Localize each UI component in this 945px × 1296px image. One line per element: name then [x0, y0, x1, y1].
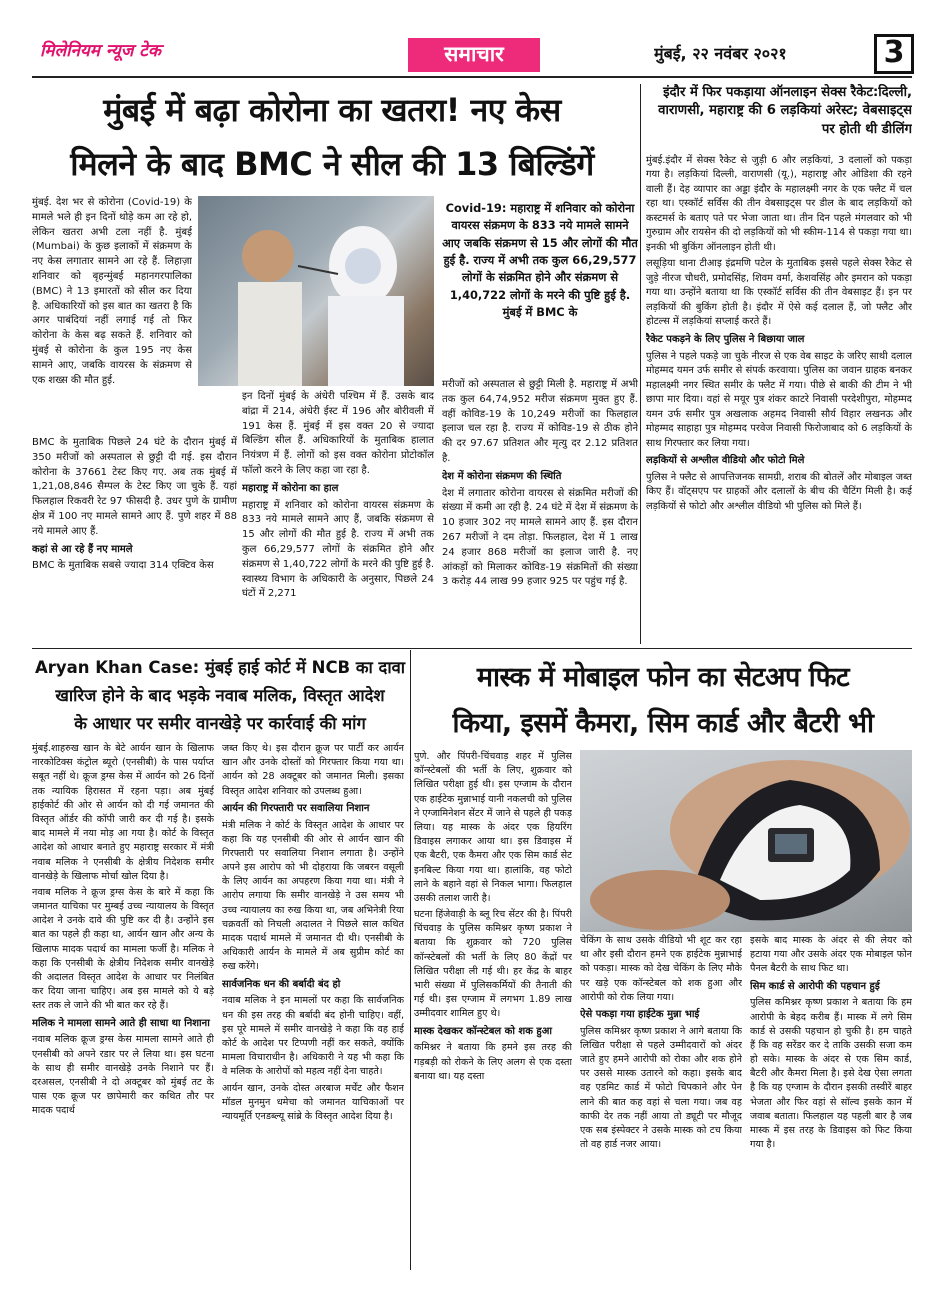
- corona-pull-quote: Covid-19: महाराष्ट्र में शनिवार को कोरोना वायरस संक्रमण के 833 नये मामले सामने आए जबकि संक्रमण से 15 और लोगों की मौत हुई है. राज्य में अभी तक कुल 66,29,577 लोगों के संक्रमित होने और संक्रमण से 1,40,722 लोगों के मरने की पुष्टि हुई है. मुंबई में BMC के: [442, 201, 638, 319]
- indore-subhead2: लड़कियों से अश्लील वीडियो और फोटो मिले: [646, 455, 805, 466]
- mask-col2: [580, 934, 742, 1270]
- aryan-col1-subhead: मलिक ने मामला सामने आते ही साधा था निशाना: [32, 1017, 210, 1029]
- aryan-col2-subhead2: सार्वजनिक धन की बर्बादी बंद हो: [222, 978, 341, 990]
- mask-col1-para2: घटना हिंजेवाड़ी के ब्लू रिच सेंटर की है। पिंपरी चिंचवाड़ के पुलिस कमिश्नर कृष्ण प्रकाश ने बताया कि शुक्रवार को 720 पुलिस कॉन्स्टेबलों की भर्ती के लिए 80 केंद्रों पर लिखित परीक्षा ली गई थी। हर केंद्र के बाहर भारी संख्या में पुलिसकर्मियों की तैनाती की गई थी। इस एग्जाम में लगभग 1.89 लाख उम्मीदवार शामिल हुए थे।: [414, 909, 572, 1020]
- aryan-col1-para3: नवाब मलिक क्रूज ड्रग्स केस मामला सामने आते ही एनसीबी को अपने रडार पर ले लिया था। इस घटना के साथ ही समीर वानखेड़े उनके निशाने पर हैं। दरअसल, एनसीबी ने दो अक्टूबर को मुंबई तट के पास एक क्रूज पर छापेमारी कर कथित तौर पर मादक पदार्थ: [32, 1034, 214, 1117]
- corona-col1-para1: मुंबई. देश भर से कोरोना (Covid-19) के मामले भले ही इन दिनों थोड़े कम आ रहे हो, लेकिन खतरा अभी टला नहीं है. मुंबई (Mumbai) के कुछ इलाकों में संक्रमण के नए केस लगातार सामने आ रहे हैं. लिहाज़ा शनिवार को बृहन्मुंबई महानगरपालिका (BMC) ने 13 इमारतों को सील कर दिया है. अधिकारियों को इस बात का खतरा है कि अगर पाबंदियां नहीं लगाई गई तो फिर कोरोना के केस बढ़ सकते हैं. शनिवार को मुंबई से कोरोना के कुल 195 नए केस सामने आए, जबकि वायरस के संक्रमण से एक शख्स की मौत हुई.: [32, 197, 192, 386]
- indore-para4: पुलिस ने फ्लैट से आपत्तिजनक सामग्री, शराब की बोतलें और मोबाइल जब्त किए हैं। वॉट्सएप पर ग्राहकों और दलालों के बीच की चैटिंग मिली है। कई लड़कियों से फोटो और अश्लील वीडियो भी पुलिस को मिले हैं।: [646, 471, 912, 512]
- indore-headline: इंदौर में फिर पकड़ाया ऑनलाइन सेक्स रैकेट:दिल्ली, वाराणसी, महाराष्ट्र की 6 लड़कियां अरेस्ट; वेबसाइट्स पर होती थी डीलिंग: [658, 85, 912, 137]
- indore-para1: मुंबई.इंदौर में सेक्स रैकेट से जुड़ी 6 और लड़कियां, 3 दलालों को पकड़ा गया है। लड़कियां दिल्ली, वाराणसी (यू.), महाराष्ट्र और ओडिशा की रहने वाली हैं। देह व्यापार का अड्डा इंदौर के महालक्ष्मी नगर के एक फ्लैट में चल रहा था। एस्कॉर्ट सर्विस की तीन वेबसाइट्स पर डील के बाद लड़कियों को कस्टमर्स के बताए पते पर भेजा जाता था। तीन दिन पहले मंगलवार को भी गुरुग्राम और रायसेन की दो लड़कियों को भी स्कीम-114 से पकड़ा गया था। इनकी भी बुकिंग ऑनलाइन होती थी।: [646, 155, 912, 253]
- aryan-col2-subhead1: आर्यन की गिरफ्तारी पर सवालिया निशान: [222, 802, 370, 814]
- corona-col1-bottom: [32, 436, 237, 644]
- indore-para3: पुलिस ने पहले पकड़े जा चुके नीरज से एक वेब साइट के जरिए साथी दलाल मोहम्मद यमन उर्फ समीर से संपर्क करवाया। पुलिस का जवान ग्राहक बनकर महालक्ष्मी नगर स्थित समीर के फ्लैट में गया। पीछे से बाकी की टीम ने भी छापा मार दिया। वहां से मयूर पुत्र शंकर काटरे निवासी परदेशीपुरा, मोहम्मद यमन उर्फ समीर पुत्र अखलाक अहमद निवासी सौर्य विहार लखनऊ और मोहम्मद साहाहा पुत्र मोहम्मद परवेज निवासी फिरोजाबाद को 6 लड़कियों के साथ गिरफ्तार कर लिया गया।: [646, 350, 912, 449]
- aryan-col1: [32, 742, 214, 1272]
- mask-headline-line1: मास्क में मोबाइल फोन का सेटअप फिट: [476, 662, 850, 693]
- corona-col1-para3: BMC के मुताबिक सबसे ज्यादा 314 एक्टिव केस: [32, 560, 214, 572]
- corona-col3-para1: मरीजों को अस्पताल से छुट्टी मिली है. महाराष्ट्र में अभी तक कुल 64,74,952 मरीज संक्रमण मुक्त हुए हैं. वहीं कोविड-19 के 10,249 मरीजों का फिलहाल इलाज चल रहा है. राज्य में कोविड-19 से ठीक होने की दर 97.67 प्रतिशत और मृत्यु दर 2.12 प्रतिशत है.: [442, 379, 638, 464]
- aryan-headline-line1: Aryan Khan Case: मुंबई हाई कोर्ट में NCB का दावा: [34, 658, 406, 677]
- mask-device-photo: [580, 750, 912, 932]
- corona-col3-para2: देश में लगातार कोरोना वायरस से संक्रमित मरीजों की संख्या में कमी आ रही है. 24 घंटे में देश में संक्रमण के 10 हजार 302 नए मामले सामने आए हैं. इस दौरान 267 मरीजों ने दम तोड़ा. फिलहाल, देश में 1 लाख 24 हजार 868 मरीजों का इलाज जारी है. नए आंकड़ों को मिलाकर कोविड-19 संक्रमितों की संख्या 3 करोड़ 44 लाख 99 हजार 925 पर पहुंच गई है.: [442, 487, 638, 588]
- corona-col1-para2: BMC के मुताबिक पिछले 24 घंटे के दौरान मुंबई में 350 मरीजों को अस्पताल से छुट्टी दी गई. इस दौरान कोरोना के 37661 टेस्ट किए गए. अब तक मुंबई में 1,21,08,846 सैम्पल के टेस्ट किए जा चुके हैं. यहां फिलहाल रिकवरी रेट 97 फीसदी है. उधर पुणे के ग्रामीण क्षेत्र में 100 नए मामले सामने आए हैं. पुणे शहर में 88 नये मामले आए हैं.: [32, 437, 237, 537]
- mask-col2-subhead: ऐसे पकड़ा गया हाईटेक मुन्ना भाई: [580, 1008, 700, 1020]
- indore-subhead1: रैकेट पकड़ने के लिए पुलिस ने बिछाया जाल: [646, 333, 805, 345]
- masthead: [0, 0, 945, 80]
- vertical-divider-bottom: [410, 650, 411, 1270]
- corona-headline-line2: मिलने के बाद BMC ने सील की 13 बिल्डिंगें: [70, 145, 594, 183]
- mask-col1-para1: पुणे. और पिंपरी-चिंचवाड़ शहर में पुलिस कॉन्स्टेबलों की भर्ती के लिए, शुक्रवार को लिखित परीक्षा हुई थी। इस एग्जाम के दौरान एक हाईटेक मुन्नाभाई यानी नकलची को पुलिस ने एग्जामिनेशन सेंटर में जाने से पहले ही पकड़ लिया। यह मास्क के अंदर एक हियरिंग डिवाइस लगाकर आया था। इस डिवाइस में एक बैटरी, एक कैमरा और एक सिम कार्ड सेट इनबिल्ट किया गया था। हालांकि, वह फोटो लाने के बहाने वहां से निकल भागा। फिलहाल उसकी तलाश जारी है।: [414, 751, 572, 904]
- corona-col2-para2: महाराष्ट्र में शनिवार को कोरोना वायरस संक्रमण के 833 नये मामले सामने आए हैं, जबकि संक्रमण से 15 और लोगों की मौत हुई है. राज्य में अभी तक कुल 66,29,577 लोगों के संक्रमित होने और संक्रमण से 1,40,722 लोगों के मरने की पुष्टि हुई है. स्वास्थ्य विभाग के अधिकारी के अनुसार, पिछले 24 घंटों में 2,271: [242, 499, 434, 600]
- mask-col1-para3: कमिश्नर ने बताया कि हमने इस तरह की गड़बड़ी को रोकने के लिए अलग से एक दस्ता बनाया था। यह दस्ता: [414, 1042, 572, 1082]
- testing-illustration: [198, 196, 434, 386]
- paper-name: मिलेनियम न्यूज टेक: [40, 41, 161, 61]
- indore-para2: लसूड़िया थाना टीआइ इंद्रमणि पटेल के मुताबिक इससे पहले सेक्स रैकेट से जुड़े नीरज चौधरी, प्रमोदसिंह, शिवम वर्मा, केशवसिंह और इमरान को पकड़ा गया था। उन्होंने बताया था कि एस्कॉर्ट सर्विस की तीन वेबसाइट हैं। इन पर लड़कियों की बुकिंग होती है। इंदौर में ऐसे कई दलाल हैं, जो फ्लैट और होटल्स में लड़कियां सप्लाई करते हैं।: [646, 258, 912, 328]
- mask-illustration: [580, 750, 912, 932]
- corona-test-photo: [198, 196, 434, 386]
- corona-col1-top: [32, 196, 192, 450]
- corona-col2: [242, 390, 434, 644]
- corona-col3-subhead: देश में कोरोना संक्रमण की स्थिति: [442, 470, 562, 482]
- mask-col1: [414, 750, 572, 1270]
- mask-col3: [750, 934, 912, 1270]
- aryan-col2-para4: आर्यन खान, उनके दोस्त अरबाज मर्चेंट और फैशन मॉडल मुनमुन धमेचा को जमानत याचिकाओं पर न्यायमूर्ति एनडब्ल्यू सांब्रे के विस्तृत आदेश दिया है।: [222, 1082, 404, 1122]
- indore-body: [646, 154, 912, 644]
- horizontal-divider-middle: [32, 648, 912, 649]
- section-label: समाचार: [444, 42, 504, 66]
- mask-col1-subhead: मास्क देखकर कॉन्स्टेबल को शक हुआ: [414, 1025, 552, 1037]
- aryan-col2: [222, 742, 404, 1272]
- aryan-col2-para3: नवाब मलिक ने इन मामलों पर कहा कि सार्वजनिक धन की इस तरह की बर्बादी बंद होनी चाहिए। वहीं, इस पूरे मामले में समीर वानखेड़े ने कहा कि वह हाई कोर्ट के आदेश पर टिप्पणी नहीं कर सकते, क्योंकि मामला विचाराधीन है। अधिकारी ने यह भी कहा कि वे मलिक के आरोपों को महत्व नहीं देना चाहते।: [222, 995, 404, 1078]
- mask-headline-line2: किया, इसमें कैमरा, सिम कार्ड और बैटरी भी: [452, 708, 874, 739]
- mask-col3-para1: इसके बाद मास्क के अंदर से की लेयर को हटाया गया और उसके अंदर एक मोबाइल फोन पैनल बैटरी के साथ फिट था।: [750, 935, 912, 975]
- mask-col3-subhead: सिम कार्ड से आरोपी की पहचान हुई: [750, 980, 880, 992]
- aryan-col2-para2: मंत्री मलिक ने कोर्ट के विस्तृत आदेश के आधार पर कहा कि यह एनसीबी की ओर से आर्यन खान की गिरफ्तारी पर सवालिया निशान लगाता है। उन्होंने अपने इस आरोप को भी दोहराया कि जबरन वसूली के लिए आर्यन का अपहरण किया गया था। मंत्री ने आरोप लगाया कि समीर वानखेड़े ने उस समय भी उच्च न्यायालय का रुख किया था, जब अभिनेत्री रिया चक्रवर्ती को निचली अदालत ने पिछले साल कथित मादक पदार्थ मामले में जमानत दी थी। एनसीबी के अधिकारी आर्यन के मामले में अब सुप्रीम कोर्ट का रुख करेंगे।: [222, 819, 404, 973]
- masthead-divider: [32, 76, 912, 78]
- issue-date: मुंबई, २२ नवंबर २०२१: [654, 44, 787, 63]
- mask-col2-para2: पुलिस कमिश्नर कृष्ण प्रकाश ने आगे बताया कि लिखित परीक्षा से पहले उम्मीदवारों को अंदर जाते हुए हमने आरोपी को रोका और शक होने पर उससे मास्क उतारने को कहा। इसके बाद वह एडमिट कार्ड में फोटो चिपकाने और पेन लाने की बात कह वहां से चला गया। जब वह काफी देर तक नहीं आया तो ड्यूटी पर मौजूद एक सब इंस्पेक्टर ने उसके मास्क को टच किया तो वह हार्ड नजर आया।: [580, 1025, 742, 1151]
- mask-col2-para1: चेकिंग के साथ उसके वीडियो भी शूट कर रहा था और इसी दौरान हमने एक हाईटेक मुन्नाभाई को पकड़ा। मास्क को देख चेकिंग के लिए मौके पर खड़े एक कॉन्स्टेबल को शक हुआ और आरोपी को रोक लिया गया।: [580, 935, 742, 1003]
- corona-col2-subhead: महाराष्ट्र में कोरोना का हाल: [242, 482, 339, 494]
- corona-col3: [442, 378, 638, 644]
- vertical-divider-top: [640, 84, 641, 644]
- aryan-headline-line3: के आधार पर समीर वानखेड़े पर कार्रवाई की मांग: [74, 714, 366, 733]
- corona-col2-para1: इन दिनों मुंबई के अंधेरी पश्चिम में हैं. उसके बाद बांद्रा में 214, अंधेरी ईस्ट में 196 और बोरीवली में 191 केस हैं. मुंबई में इस वक्त 20 से ज्यादा बिल्डिंग सील हैं. अधिकारियों के मुताबिक हालात नियंत्रण में हैं. लोगों को इस वक्त कोरोना प्रोटोकॉल फॉलो करने के लिए कहा जा रहा है.: [242, 391, 434, 476]
- aryan-headline-line2: खारिज होने के बाद भड़के नवाब मलिक, विस्तृत आदेश: [55, 686, 385, 705]
- corona-col1-subhead: कहां से आ रहे हैं नए मामले: [32, 543, 133, 555]
- mask-col3-para2: पुलिस कमिश्नर कृष्ण प्रकाश ने बताया कि हम आरोपी के बेहद करीब हैं। मास्क में लगे सिम कार्ड से उसकी पहचान हो चुकी है। हम चाहते हैं कि वह सरेंडर कर दे ताकि उसकी सजा कम हो सके। मास्क के अंदर से एक सिम कार्ड, बैटरी और कैमरा मिला है। इसे देख ऐसा लगता है कि यह एग्जाम के दौरान इसकी तस्वीरें बाहर भेजता और फिर वहां से सॉल्व इसके कान में जवाब बताता। फिलहाल यह पहली बार है जब मास्क में इस तरह के डिवाइस को फिट किया गया है।: [750, 997, 912, 1151]
- aryan-col2-para1: जब्त किए थे। इस दौरान क्रूज पर पार्टी कर आर्यन खान और उनके दोस्तों को गिरफ्तार किया गया था। आर्यन को 28 अक्टूबर को जमानत मिली। इसका विस्तृत आदेश शनिवार को उपलब्ध हुआ।: [222, 743, 404, 797]
- page-number: 3: [883, 35, 905, 70]
- aryan-col1-para1: मुंबई.शाहरुख खान के बेटे आर्यन खान के खिलाफ नारकोटिक्स कंट्रोल ब्यूरो (एनसीबी) के पास पर्याप्त सबूत नहीं थे। क्रूज ड्रग्स केस में आर्यन को 26 दिनों तक न्यायिक हिरासत में रहना पड़ा। अब मुंबई हाईकोर्ट की ओर से आर्यन को दी गई जमानत की विस्तृत ऑर्डर की कॉपी जारी कर दी गई है। इसके बाद मामले में नया मोड़ आ गया है। कोर्ट के विस्तृत आदेश को आधार बनाते हुए महाराष्ट्र सरकार में मंत्री नवाब मलिक ने एनसीबी के क्षेत्रीय निदेशक समीर वानखेड़े के खिलाफ मोर्चा खोल दिया है।: [32, 743, 214, 882]
- aryan-col1-para2: नवाब मलिक ने क्रूज ड्रग्स केस के बारे में कहा कि जमानत याचिका पर मुम्बई उच्च न्यायालय के विस्तृत आदेश ने उनके दावे की पुष्टि कर दी है। उन्होंने इस बात का पहले ही कहा था, आर्यन खान और अन्य के खिलाफ मादक पदार्थ का मामला फर्जी है। मलिक ने कहा कि एनसीबी के क्षेत्रीय निदेशक समीर वानखेड़े की अदालत विस्तृत आदेश के आधार पर निलंबित कर दिया जाना चाहिए। अब इस मामले को ये बड़े स्तर तक ले जाने की भी बात कर रहे हैं।: [32, 886, 214, 1012]
- corona-headline-line1: मुंबई में बढ़ा कोरोना का खतरा! नए केस: [103, 91, 561, 129]
